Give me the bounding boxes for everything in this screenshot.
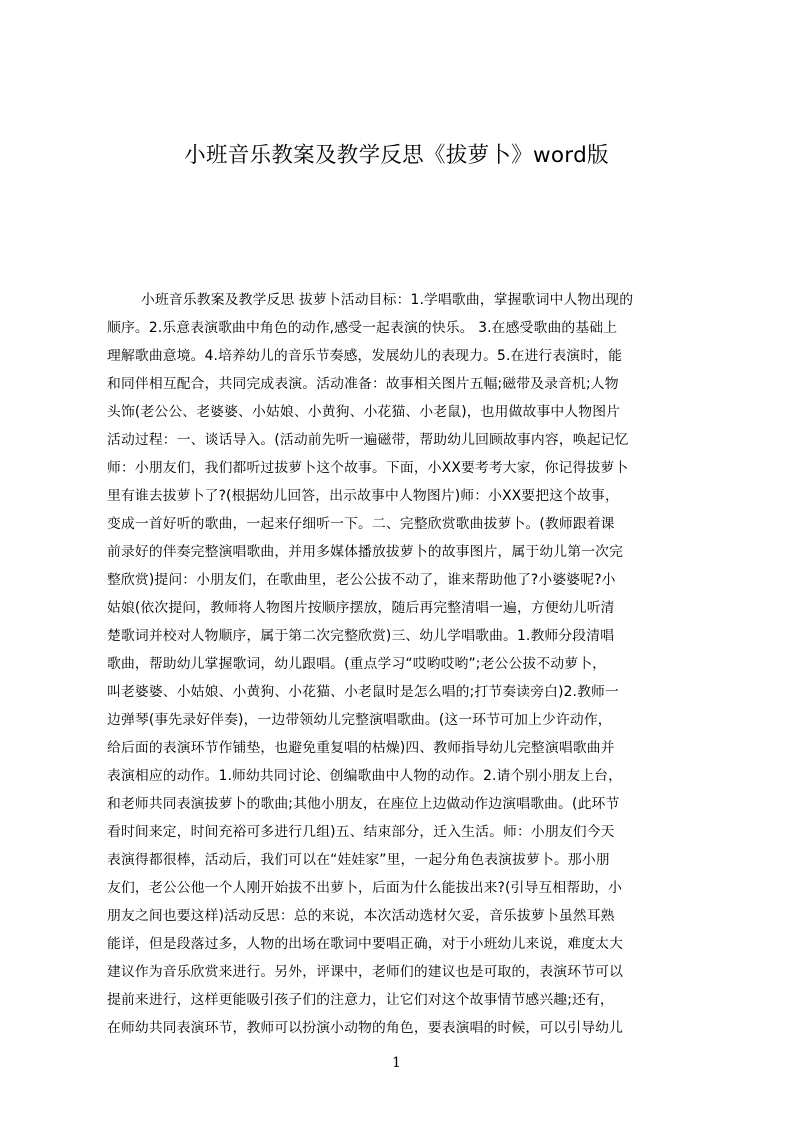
- body-line: 和同伴相互配合，共同完成表演。活动准备：故事相关图片五幅;磁带及录音机;人物: [107, 376, 619, 392]
- body-line: 小班音乐教案及教学反思 拔萝卜活动目标：1.学唱歌曲，掌握歌词中人物出现的: [141, 292, 634, 308]
- body-line: 能详，但是段落过多，人物的出场在歌词中要唱正确，对于小班幼儿来说，难度太大: [107, 936, 624, 952]
- body-line: 里有谁去拔萝卜了?(根据幼儿回答，出示故事中人物图片)师：小XX要把这个故事，: [107, 488, 619, 504]
- body-line: 在师幼共同表演环节，教师可以扮演小动物的角色，要表演唱的时候，可以引导幼儿: [107, 1020, 624, 1036]
- body-line: 朋友之间也要这样)活动反思：总的来说，本次活动选材欠妥，音乐拔萝卜虽然耳熟: [107, 908, 615, 924]
- body-line: 边弹琴(事先录好伴奏)，一边带领幼儿完整演唱歌曲。(这一环节可加上少许动作，: [107, 712, 612, 728]
- body-line: 变成一首好听的歌曲，一起来仔细听一下。二、完整欣赏歌曲拔萝卜。(教师跟着课: [107, 516, 615, 532]
- body-line: 姑娘(依次提问，教师将人物图片按顺序摆放，随后再完整清唱一遍，方便幼儿听清: [107, 600, 615, 616]
- body-line: 表演得都很棒，活动后，我们可以在“娃娃家”里，一起分角色表演拔萝卜。那小朋: [107, 852, 610, 868]
- body-line: 整欣赏)提问：小朋友们，在歌曲里，老公公拔不动了，谁来帮助他了?小婆婆呢?小: [107, 572, 616, 588]
- body-line: 师：小朋友们，我们都听过拔萝卜这个故事。下面，小XX要考考大家，你记得拔萝卜: [107, 460, 629, 476]
- page-number: 1: [392, 1055, 401, 1071]
- body-line: 楚歌词并校对人物顺序，属于第二次完整欣赏)三、幼儿学唱歌曲。1.教师分段清唱: [107, 628, 615, 644]
- body-line: 头饰(老公公、老婆婆、小姑娘、小黄狗、小花猫、小老鼠)，也用做故事中人物图片: [107, 404, 621, 420]
- body-line: 理解歌曲意境。4.培养幼儿的音乐节奏感，发展幼儿的表现力。5.在进行表演时，能: [107, 348, 623, 364]
- document-body: [107, 286, 699, 1042]
- body-line: 顺序。2.乐意表演歌曲中角色的动作,感受一起表演的快乐。 3.在感受歌曲的基础上: [107, 320, 618, 336]
- body-line: 和老师共同表演拔萝卜的歌曲;其他小朋友，在座位上边做动作边演唱歌曲。(此环节: [107, 796, 620, 812]
- body-line: 歌曲，帮助幼儿掌握歌词，幼儿跟唱。(重点学习“哎哟哎哟”;老公公拔不动萝卜，: [107, 656, 607, 672]
- document-title: 小班音乐教案及教学反思《拔萝卜》word版: [184, 143, 609, 168]
- body-line: 友们，老公公他一个人刚开始拔不出萝卜，后面为什么能拔出来?(引导互相帮助，小: [107, 880, 623, 896]
- body-line: 建议作为音乐欣赏来进行。另外，评课中，老师们的建议也是可取的，表演环节可以: [107, 964, 624, 980]
- body-line: 看时间来定，时间充裕可多进行几组)五、结束部分，迁入生活。师：小朋友们今天: [107, 824, 615, 840]
- body-line: 给后面的表演环节作铺垫，也避免重复唱的枯燥)四、教师指导幼儿完整演唱歌曲并: [107, 740, 615, 756]
- body-line: 叫老婆婆、小姑娘、小黄狗、小花猫、小老鼠时是怎么唱的;打节奏读旁白)2.教师一: [107, 684, 619, 700]
- body-line: 前录好的伴奏完整演唱歌曲，并用多媒体播放拔萝卜的故事图片，属于幼儿第一次完: [107, 544, 624, 560]
- body-line: 表演相应的动作。1.师幼共同讨论、创编歌曲中人物的动作。2.请个别小朋友上台，: [107, 768, 623, 784]
- body-line: 提前来进行，这样更能吸引孩子们的注意力，让它们对这个故事情节感兴趣;还有，: [107, 992, 614, 1008]
- body-line: 活动过程：一、谈话导入。(活动前先听一遍磁带，帮助幼儿回顾故事内容，唤起记忆: [107, 432, 629, 448]
